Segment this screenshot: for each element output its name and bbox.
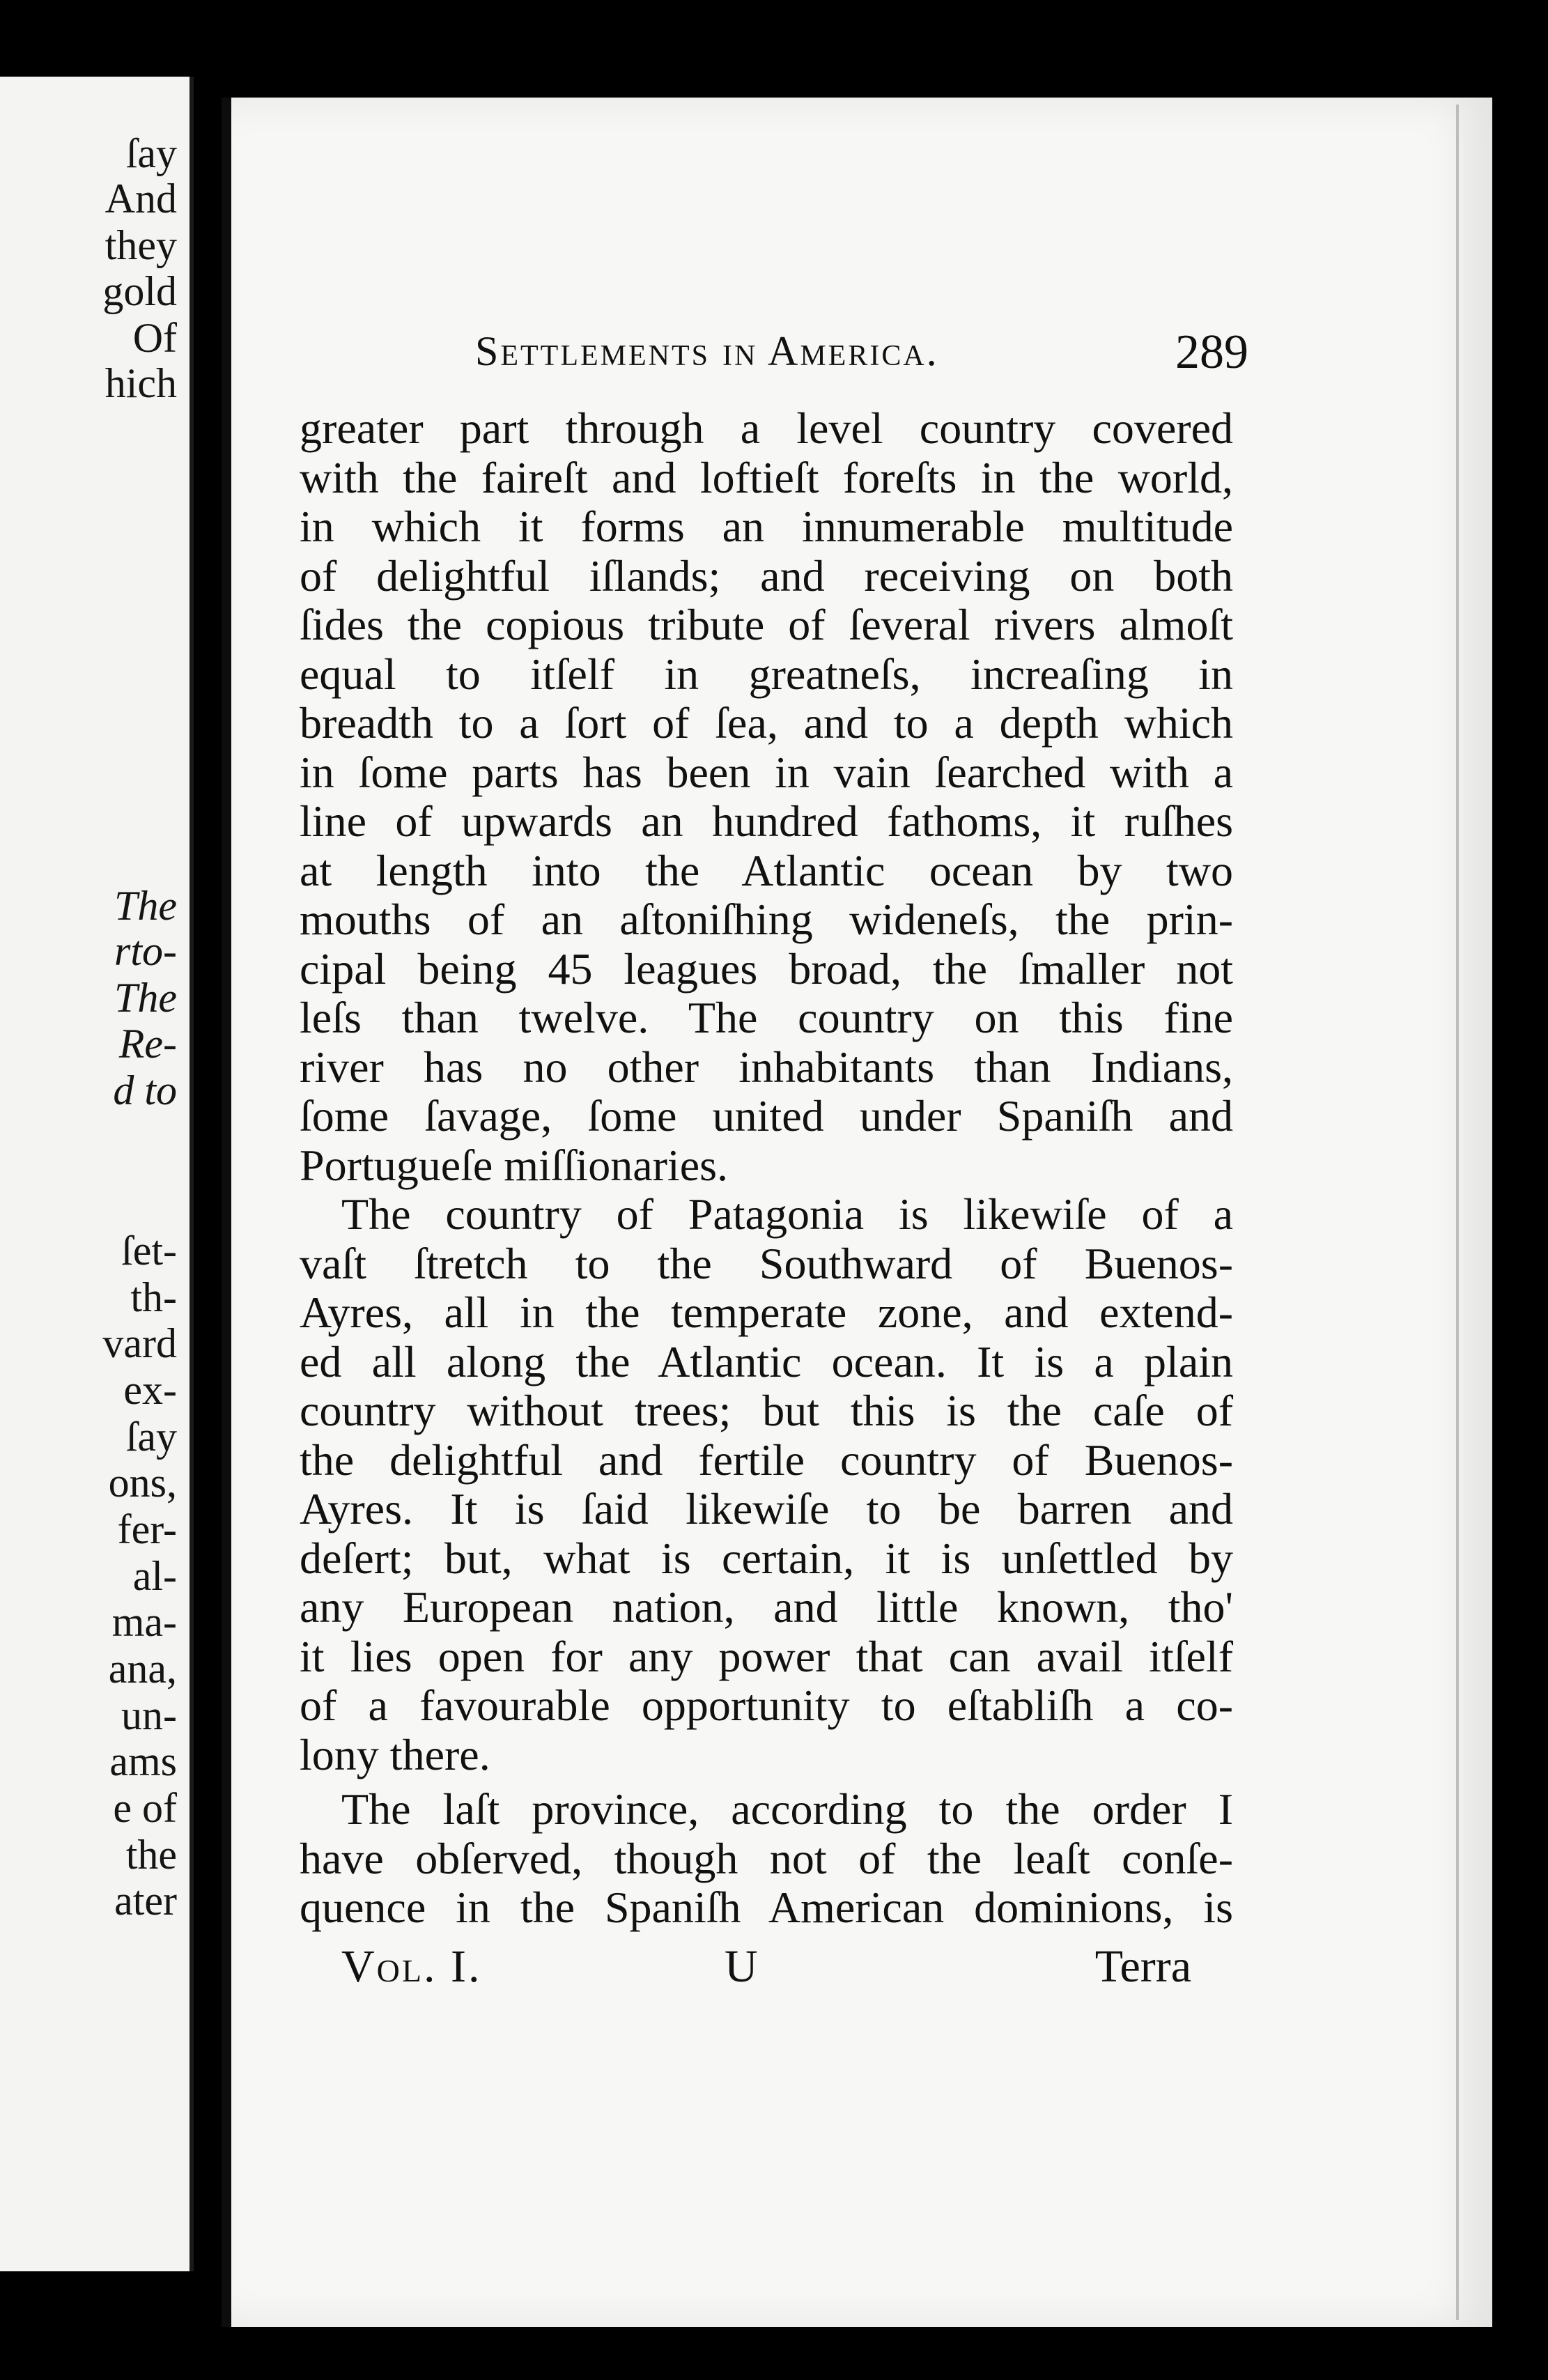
page-number: 289 xyxy=(1175,325,1248,379)
left-fragment: hich xyxy=(105,360,177,406)
left-fragment: the xyxy=(125,1832,177,1878)
left-fragment: th- xyxy=(130,1274,177,1320)
text-line: equal to itſelf in greatneſs, increaſing in xyxy=(300,649,1233,699)
text-line: with the faireſt and loftieſt foreſts in the world, xyxy=(300,452,1233,502)
left-fragment: gold xyxy=(102,268,177,314)
left-fragment: Of xyxy=(132,315,177,361)
text-line: of delightful iſlands; and receiving on both xyxy=(300,550,1233,601)
text-line: have obſerved, though not of the leaſt conſe- xyxy=(300,1833,1233,1883)
paragraph-first-line: The laſt province, according to the order I xyxy=(341,1784,1233,1834)
left-fragment: ams xyxy=(109,1738,177,1784)
left-fragment: un- xyxy=(121,1692,177,1738)
left-fragment: d to xyxy=(113,1067,177,1113)
text-line: Portugueſe miſſionaries. xyxy=(300,1140,728,1190)
text-line: river has no other inhabitants than Indians, xyxy=(300,1042,1233,1092)
text-line: cipal being 45 leagues broad, the ſmaller not xyxy=(300,943,1233,994)
text-line: country without trees; but this is the caſe of xyxy=(300,1386,1233,1435)
left-fragment: fer- xyxy=(117,1506,177,1552)
left-fragment: ma- xyxy=(111,1599,177,1645)
text-line: Ayres, all in the temperate zone, and extend- xyxy=(300,1288,1233,1337)
left-fragment: e of xyxy=(113,1785,177,1831)
paragraph-first-line: The country of Patagonia is likewiſe of a xyxy=(341,1189,1233,1239)
left-fragment: The xyxy=(114,883,177,929)
text-line: deſert; but, what is certain, it is unſettled by xyxy=(300,1533,1233,1583)
left-fragment: they xyxy=(105,222,177,268)
text-line: leſs than twelve. The country on this fine xyxy=(300,993,1233,1042)
text-line: quence in the Spaniſh American dominions, is xyxy=(300,1883,1233,1932)
running-head xyxy=(475,327,1248,383)
left-fragment: ſay xyxy=(125,130,177,176)
text-line: ſome ſavage, ſome united under Spaniſh and xyxy=(300,1091,1233,1141)
left-fragment: ana, xyxy=(108,1646,177,1692)
text-line: it lies open for any power that can avail itſelf xyxy=(300,1631,1233,1681)
text-line: the delightful and fertile country of Buenos- xyxy=(300,1435,1233,1485)
text-line: breadth to a ſort of ſea, and to a depth which xyxy=(300,698,1233,748)
left-fragment: ater xyxy=(114,1878,177,1924)
running-head-title: Settlements in America. xyxy=(475,328,939,374)
text-line: of a favourable opportunity to eſtabliſh a co- xyxy=(300,1680,1233,1730)
page-footer xyxy=(341,1940,1191,2003)
text-line: ſides the copious tribute of ſeveral rivers almoſt xyxy=(300,600,1233,649)
text-line: in ſome parts has been in vain ſearched with a xyxy=(300,747,1233,797)
text-line: in which it forms an innumerable multitude xyxy=(300,502,1233,551)
left-fragment: ons, xyxy=(108,1460,177,1506)
left-fragment: ſet- xyxy=(121,1228,177,1274)
text-line: line of upwards an hundred fathoms, it ruſhes xyxy=(300,796,1233,846)
left-fragment: al- xyxy=(132,1553,177,1599)
page-edge-line xyxy=(1456,105,1459,2320)
text-line: greater part through a level country covered xyxy=(300,403,1233,453)
left-fragment: rto- xyxy=(114,928,177,974)
left-fragment: ſay xyxy=(125,1414,177,1460)
text-line: ed all along the Atlantic ocean. It is a plain xyxy=(300,1336,1233,1386)
body-text xyxy=(300,404,1233,1933)
text-line: vaſt ſtretch to the Southward of Buenos- xyxy=(300,1238,1233,1288)
text-line: at length into the Atlantic ocean by two xyxy=(300,845,1233,895)
catchword: Terra xyxy=(1094,1941,1191,1992)
volume-signature: Vol. I. xyxy=(341,1941,482,1992)
left-fragment: And xyxy=(105,176,177,222)
text-line: Ayres. It is ſaid likewiſe to be barren and xyxy=(300,1484,1233,1533)
previous-page-edge xyxy=(0,77,194,2271)
signature-mark: U xyxy=(725,1941,758,1992)
text-line: lony there. xyxy=(300,1729,490,1779)
left-fragment: The xyxy=(114,975,177,1021)
left-fragment: Re- xyxy=(118,1021,177,1067)
text-line: any European nation, and little known, tho' xyxy=(300,1582,1233,1632)
left-fragment: ex- xyxy=(123,1367,177,1413)
text-line: mouths of an aſtoniſhing wideneſs, the prin- xyxy=(300,895,1233,944)
left-fragment: vard xyxy=(102,1320,177,1366)
